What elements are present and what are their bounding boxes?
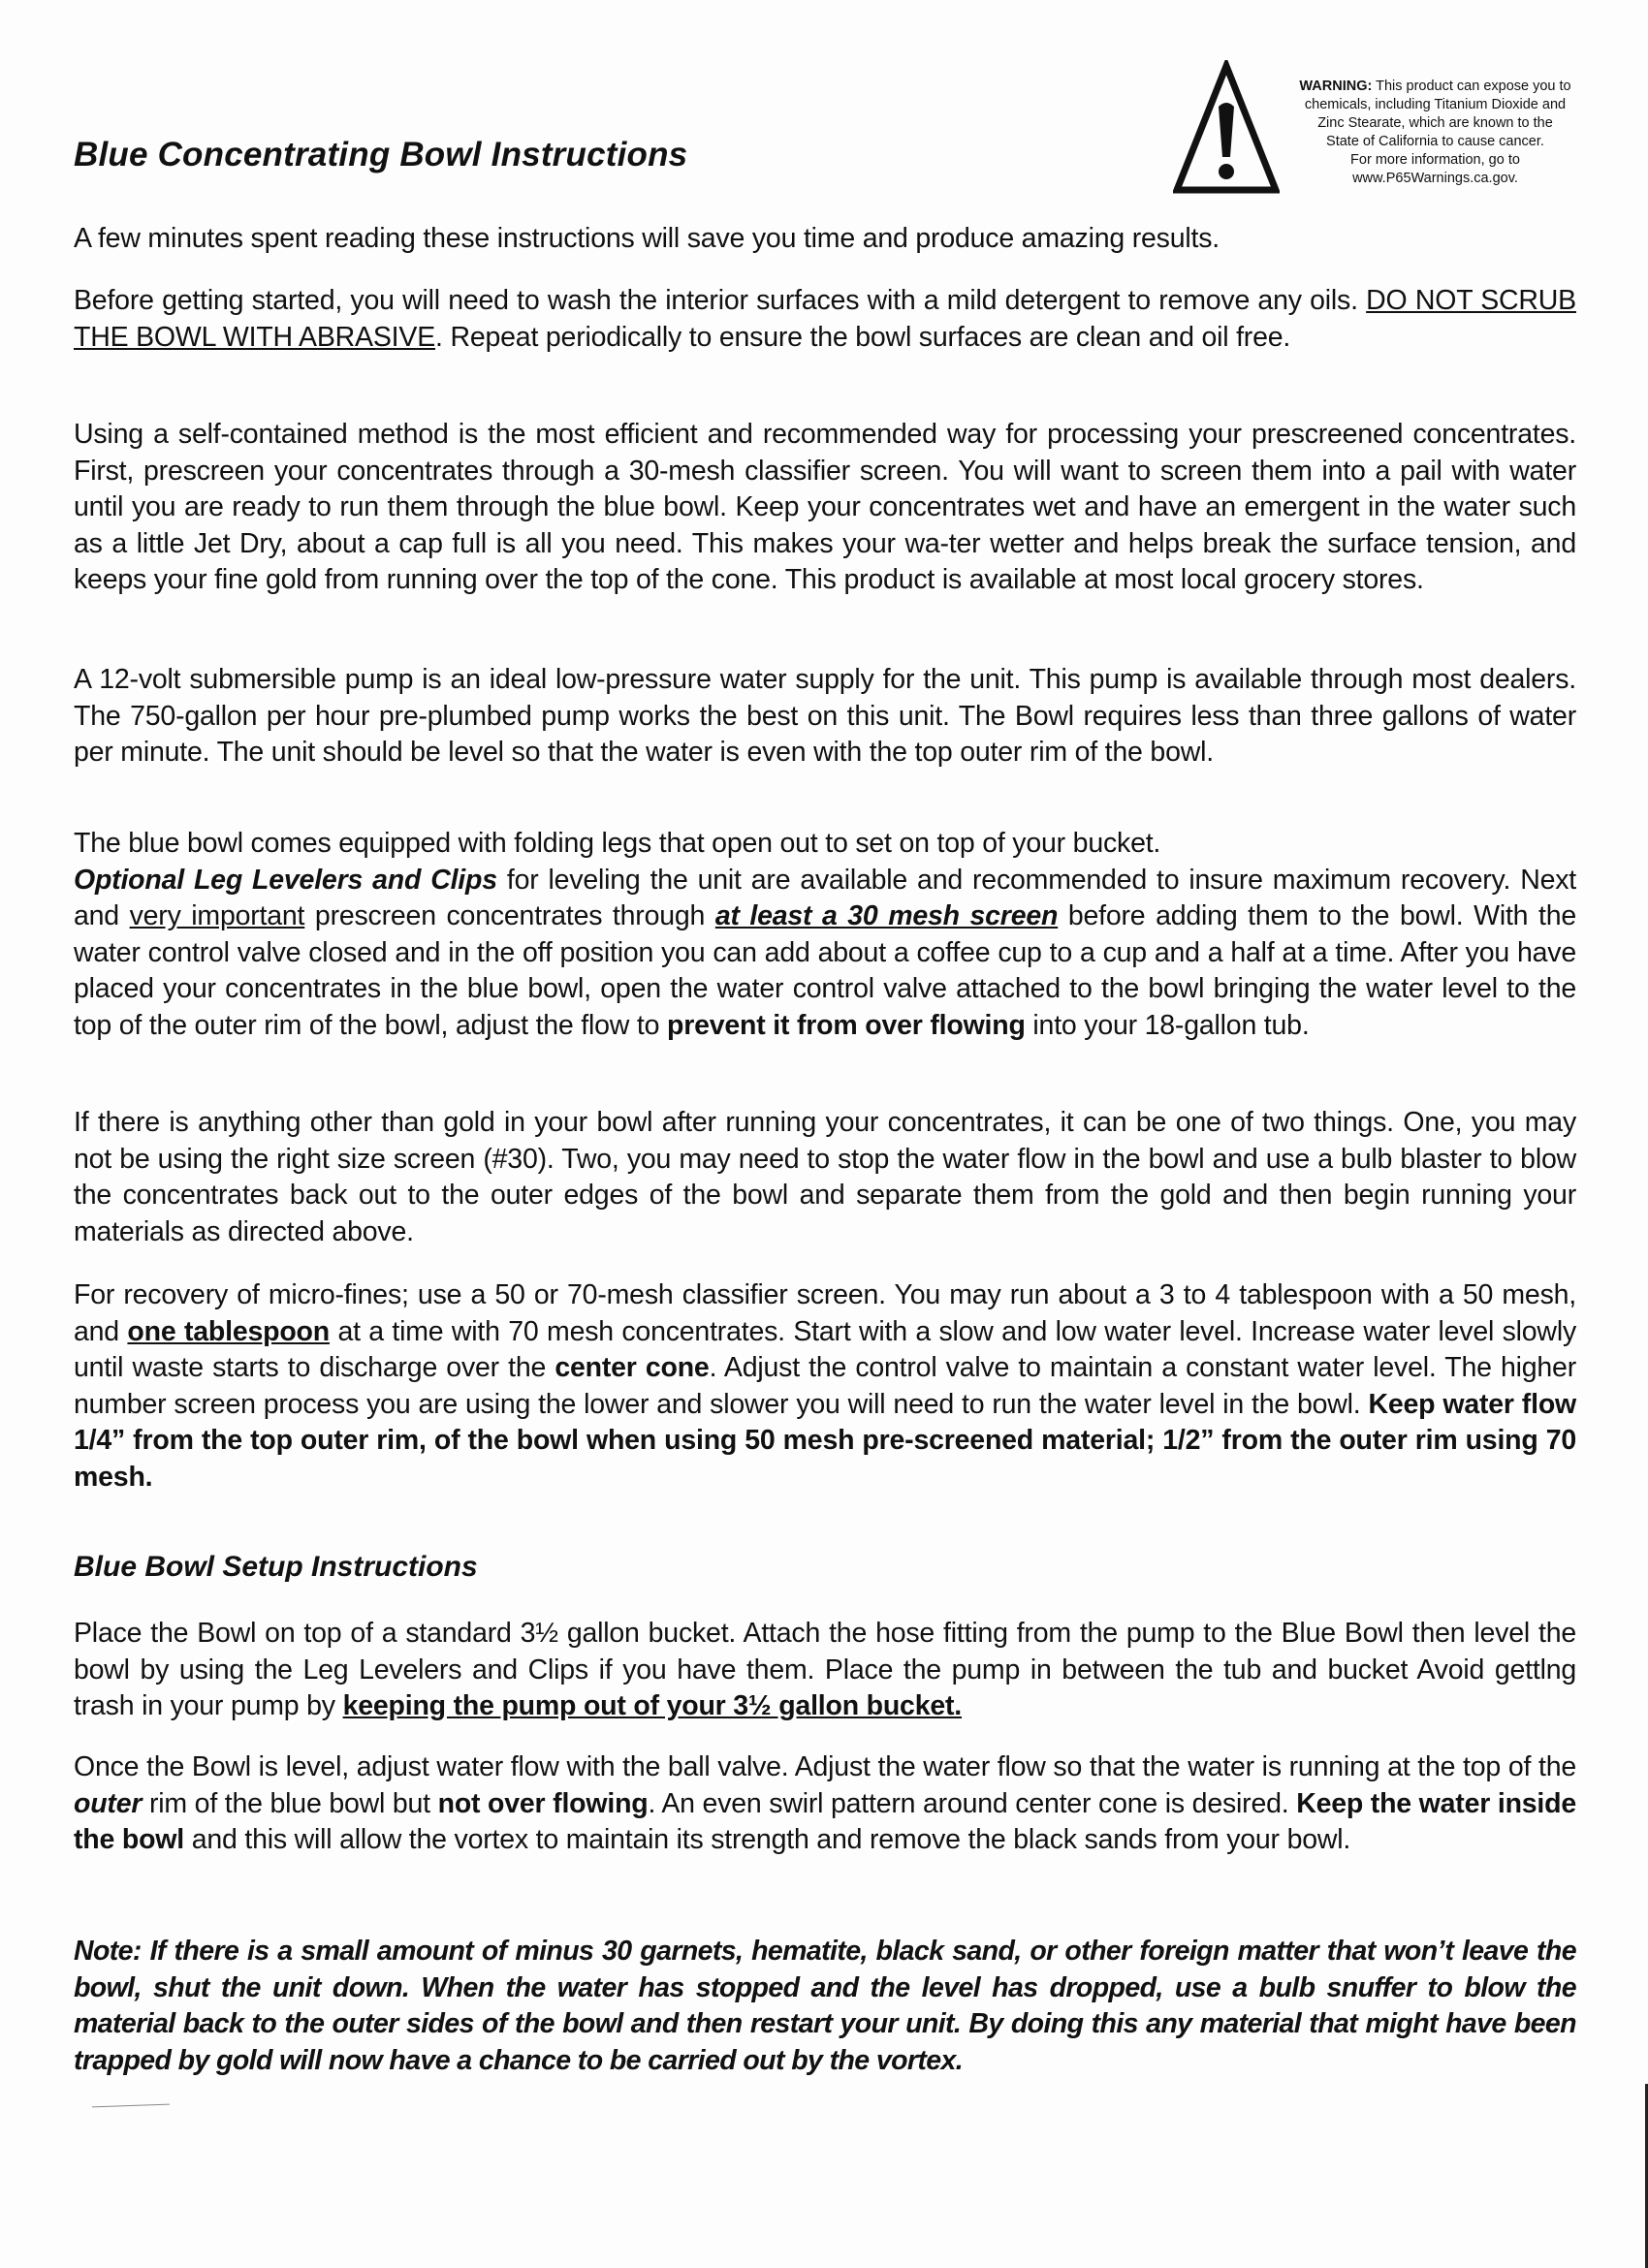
warning-triangle-icon bbox=[1173, 60, 1280, 196]
pump-paragraph: A 12-volt submersible pump is an ideal low-pressure water supply for the unit. This pump is available through most dealers. The 750-gallon per hour pre-plumbed pump works the best on this unit. The Bowl requires less than three gallons of water per minute. The unit should be level so that the water is even with the top outer rim of the bowl. bbox=[74, 664, 1576, 768]
water-flow-guidance: Keep water flow 1/4” from the top outer rim, of the bowl when using 50 mesh pre-screened material; 1/2” from the outer rim using 70 mesh. bbox=[74, 1388, 1576, 1493]
scan-artifact bbox=[92, 2104, 170, 2110]
optional-leg-levelers: Optional Leg Levelers and Clips bbox=[74, 864, 497, 896]
legs-paragraph: The blue bowl comes equipped with folding legs that open out to set on top of your bucket. Optional Leg Levelers and Clips for leveling the unit are available and recommended to insure maximum recovery. Next and very important prescreen concentrates through at least a 30 mesh screen before adding them to the bowl. With the water control valve closed and in the off position you can add about a coffee cup to a cup and a half at a time. After you have placed your concentrates in the blue bowl, open the water control valve attached to the bowl bringing the water level to the top of the outer rim of the bowl, adjust the flow to prevent it from over flowing into your 18-gallon tub. bbox=[74, 828, 1576, 1041]
method-paragraph: Using a self-contained method is the most efficient and recommended way for processing your prescreened concentrates. First, prescreen your concentrates through a 30-mesh classifier screen. You will want to screen them into a pail with water until you are ready to run them through the blue bowl. Keep your concentrates wet and have an emergent in the water such as a little Jet Dry, about a cap full is all you need. This makes your wa-ter wetter and helps break the surface tension, and keeps your fine gold from running over the top of the cone. This product is available at most local grocery stores. bbox=[74, 419, 1576, 595]
warning-url: www.P65Warnings.ca.gov. bbox=[1352, 171, 1518, 186]
warning-text: WARNING: This product can expose you to chemicals, including Titanium Dioxide and Zinc Stearate, which are known to the State of California to cause cancer. For more information, go to www.P65Warnings.ca.gov. bbox=[1278, 78, 1593, 188]
setup-paragraph-1: Place the Bowl on top of a standard 3½ gallon bucket. Attach the hose fitting from the pump to the Blue Bowl then level the bowl by using the Leg Levelers and Clips if you have them. Place the pump in between the tub and bucket Avoid gettlng trash in your pump by keeping the pump out of your 3½ gallon bucket. bbox=[74, 1618, 1576, 1721]
prop65-warning bbox=[1173, 60, 1590, 201]
setup-paragraph-2: Once the Bowl is level, adjust water flow with the ball valve. Adjust the water flow so that the water is running at the top of the outer rim of the blue bowl but not over flowing. An even swirl pattern around center cone is desired. Keep the water inside the bowl and this will allow the vortex to maintain its strength and remove the black sands from your bowl. bbox=[74, 1751, 1577, 1855]
troubleshoot-paragraph: If there is anything other than gold in your bowl after running your concentrates, it can be one of two things. One, you may not be using the right size screen (#30). Two, you may need to stop the water flow in the bowl and use a bulb blaster to blow the concentrates back out to the outer edges of the bowl and separate them from the gold and then begin running your materials as directed above. bbox=[74, 1107, 1576, 1247]
mesh-requirement: at least a 30 mesh screen bbox=[714, 900, 1059, 931]
page-title: Blue Concentrating Bowl Instructions bbox=[74, 136, 688, 173]
note-paragraph: Note: If there is a small amount of minus 30 garnets, hematite, black sand, or other foreign matter that won’t leave the bowl, shut the unit down. When the water has stopped and the level has dropped, use a bulb snuffer to blow the material back to the outer sides of the bowl and then restart your unit. By doing this any material that might have been trapped by gold will now have a chance to be carried out by the vortex. bbox=[74, 1936, 1576, 2076]
warning-label: WARNING: bbox=[1299, 79, 1373, 94]
wash-paragraph: Before getting started, you will need to wash the interior surfaces with a mild detergent to remove any oils. DO NOT SCRUB THE BOWL WITH ABRASIVE. Repeat periodically to ensure the bowl surfaces are clean and oil free. bbox=[74, 285, 1576, 353]
intro-paragraph: A few minutes spent reading these instructions will save you time and produce amazing results. bbox=[74, 223, 1220, 254]
no-abrasive-warning: DO NOT SCRUB THE BOWL WITH ABRASIVE bbox=[74, 285, 1576, 353]
microfines-paragraph: For recovery of micro-fines; use a 50 or 70-mesh classifier screen. You may run about a 3 to 4 tablespoon with a 50 mesh, and one tablespoon at a time with 70 mesh concentrates. Start with a slow and low water level. Increase water level slowly until waste starts to discharge over the center cone. Adjust the control valve to maintain a constant water level. The higher number screen process you are using the lower and slower you will need to run the water level in the bowl. Keep water flow 1/4” from the top outer rim, of the bowl when using 50 mesh pre-screened material; 1/2” from the outer rim using 70 mesh. bbox=[74, 1279, 1576, 1493]
setup-section-title: Blue Bowl Setup Instructions bbox=[74, 1551, 478, 1583]
